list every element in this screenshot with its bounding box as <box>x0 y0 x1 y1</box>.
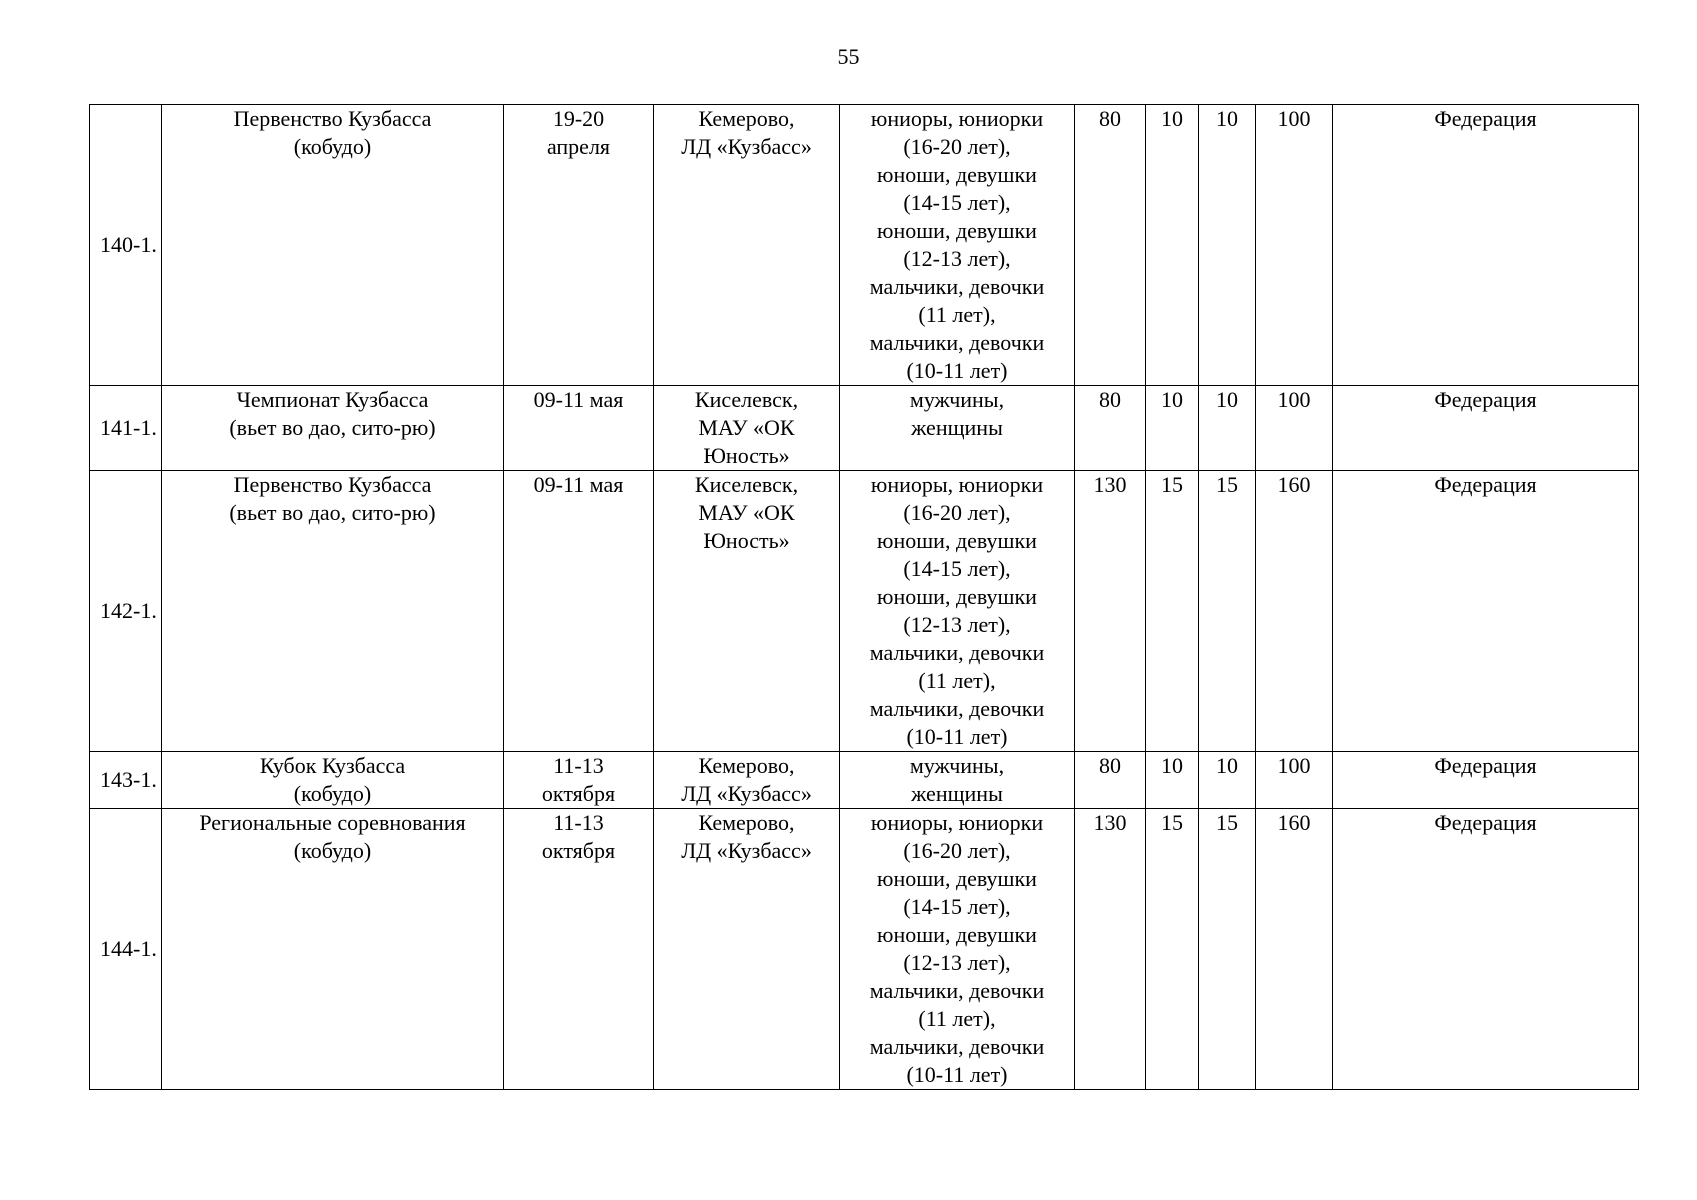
row-number: 143-1. <box>90 752 162 809</box>
organizer: Федерация <box>1333 471 1639 752</box>
participant-category: мужчины, женщины <box>840 752 1075 809</box>
count-total: 100 <box>1256 105 1333 386</box>
events-table <box>89 104 1639 1090</box>
table-row <box>90 809 1639 1090</box>
count-col-2: 10 <box>1146 752 1199 809</box>
organizer: Федерация <box>1333 752 1639 809</box>
count-col-1: 130 <box>1075 471 1146 752</box>
count-col-1: 80 <box>1075 386 1146 471</box>
count-col-3: 15 <box>1199 809 1256 1090</box>
count-col-2: 10 <box>1146 386 1199 471</box>
row-number: 144-1. <box>90 809 162 1090</box>
count-col-3: 10 <box>1199 752 1256 809</box>
event-name: Первенство Кузбасса (вьет во дао, сито-рю) <box>162 471 504 752</box>
event-name: Кубок Кузбасса (кобудо) <box>162 752 504 809</box>
event-date: 09-11 мая <box>504 386 654 471</box>
table-row <box>90 386 1639 471</box>
count-col-3: 15 <box>1199 471 1256 752</box>
count-total: 100 <box>1256 386 1333 471</box>
count-col-2: 15 <box>1146 809 1199 1090</box>
count-col-3: 10 <box>1199 386 1256 471</box>
row-number: 142-1. <box>90 471 162 752</box>
event-date: 11-13 октября <box>504 809 654 1090</box>
page-number: 55 <box>837 44 860 69</box>
event-name: Региональные соревнования (кобудо) <box>162 809 504 1090</box>
event-place: Киселевск, МАУ «ОК Юность» <box>654 386 840 471</box>
table-row <box>90 752 1639 809</box>
count-col-1: 130 <box>1075 809 1146 1090</box>
event-name: Чемпионат Кузбасса (вьет во дао, сито-рю) <box>162 386 504 471</box>
participant-category: юниоры, юниорки (16-20 лет), юноши, девушки (14-15 лет), юноши, девушки (12-13 лет), мальчики, девочки (11 лет), мальчики, девочки (10-11 лет) <box>840 471 1075 752</box>
event-place: Киселевск, МАУ «ОК Юность» <box>654 471 840 752</box>
participant-category: юниоры, юниорки (16-20 лет), юноши, девушки (14-15 лет), юноши, девушки (12-13 лет), мальчики, девочки (11 лет), мальчики, девочки (10-11 лет) <box>840 105 1075 386</box>
count-col-2: 10 <box>1146 105 1199 386</box>
count-total: 160 <box>1256 471 1333 752</box>
count-col-2: 15 <box>1146 471 1199 752</box>
table-row <box>90 105 1639 386</box>
table-row <box>90 471 1639 752</box>
organizer: Федерация <box>1333 386 1639 471</box>
event-date: 09-11 мая <box>504 471 654 752</box>
row-number: 141-1. <box>90 386 162 471</box>
event-place: Кемерово, ЛД «Кузбасс» <box>654 752 840 809</box>
event-place: Кемерово, ЛД «Кузбасс» <box>654 809 840 1090</box>
participant-category: юниоры, юниорки (16-20 лет), юноши, девушки (14-15 лет), юноши, девушки (12-13 лет), мальчики, девочки (11 лет), мальчики, девочки (10-11 лет) <box>840 809 1075 1090</box>
event-name: Первенство Кузбасса (кобудо) <box>162 105 504 386</box>
count-total: 160 <box>1256 809 1333 1090</box>
event-date: 11-13 октября <box>504 752 654 809</box>
count-col-3: 10 <box>1199 105 1256 386</box>
row-number: 140-1. <box>90 105 162 386</box>
count-col-1: 80 <box>1075 105 1146 386</box>
participant-category: мужчины, женщины <box>840 386 1075 471</box>
organizer: Федерация <box>1333 105 1639 386</box>
count-total: 100 <box>1256 752 1333 809</box>
event-place: Кемерово, ЛД «Кузбасс» <box>654 105 840 386</box>
count-col-1: 80 <box>1075 752 1146 809</box>
organizer: Федерация <box>1333 809 1639 1090</box>
event-date: 19-20 апреля <box>504 105 654 386</box>
